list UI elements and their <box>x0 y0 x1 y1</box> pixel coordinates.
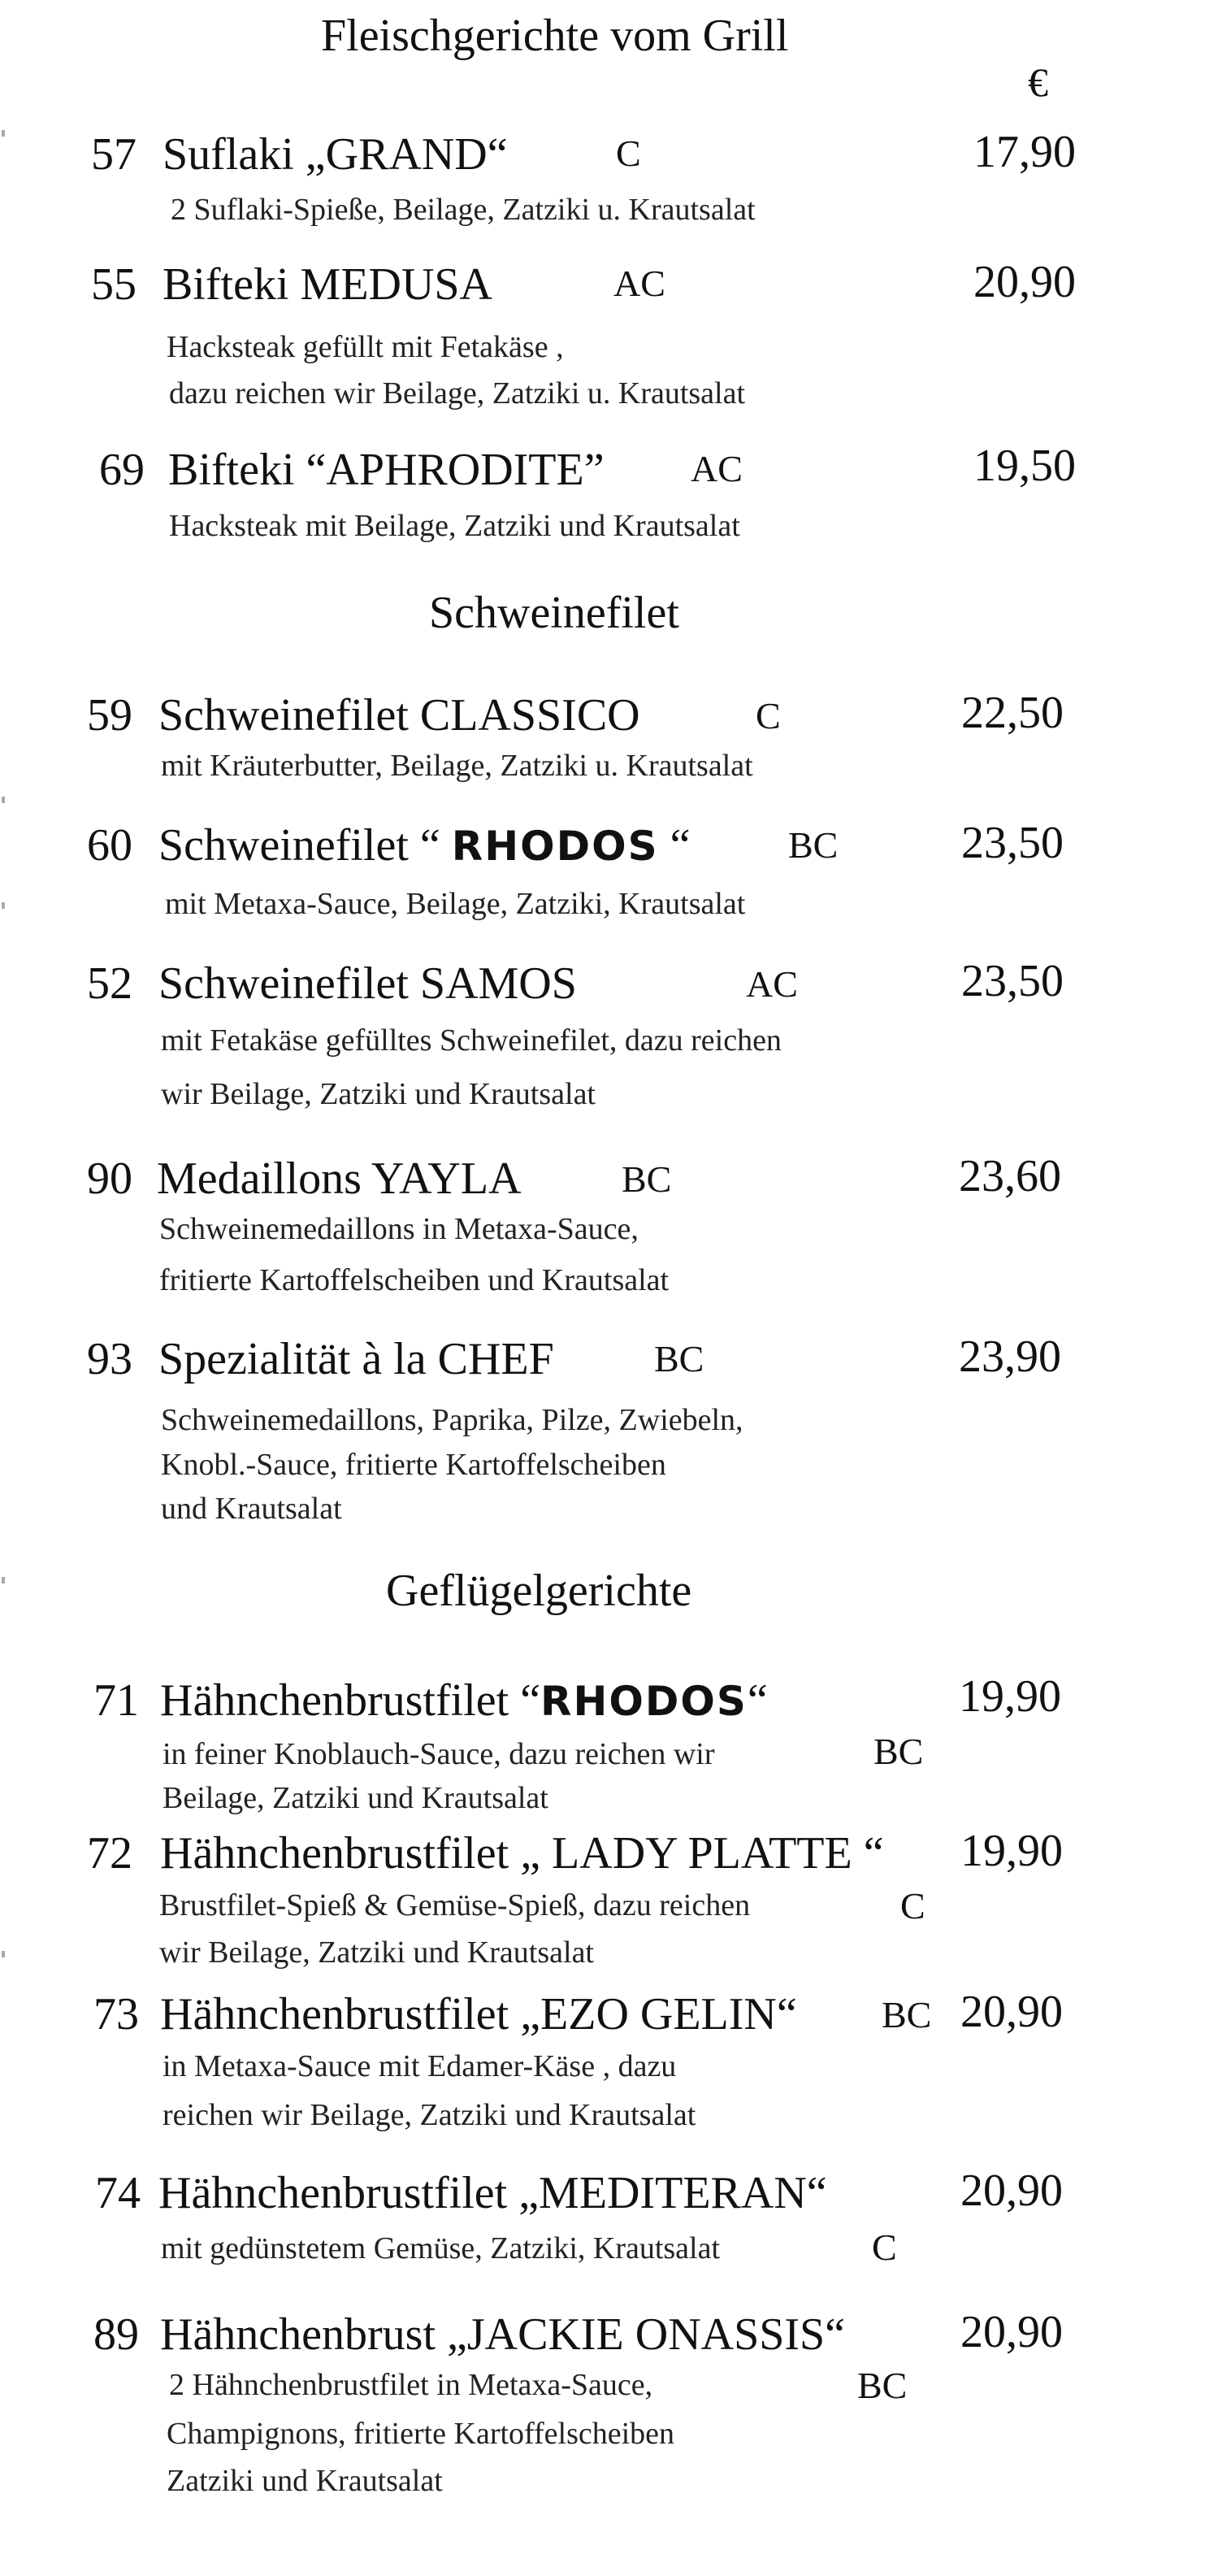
scan-speck <box>2 130 5 137</box>
item-name: Medaillons YAYLA <box>157 1153 522 1204</box>
item-number: 74 <box>95 2168 141 2218</box>
allergen-code: C <box>616 132 641 174</box>
item-name: Hähnchenbrustfilet „EZO GELIN“ <box>160 1989 797 2040</box>
item-description: mit Metaxa-Sauce, Beilage, Zatziki, Krautsalat <box>165 887 746 921</box>
item-description: mit gedünstetem Gemüse, Zatziki, Krautsalat <box>161 2231 721 2265</box>
item-description: mit Fetakäse gefülltes Schweinefilet, dazu reichen <box>161 1023 782 1058</box>
item-name-bold: RHODOS <box>540 1678 748 1725</box>
item-price: 20,90 <box>960 1987 1063 2037</box>
section-title-schweinefilet: Schweinefilet <box>429 588 679 638</box>
item-price: 20,90 <box>973 257 1076 307</box>
item-name: Hähnchenbrustfilet „ LADY PLATTE “ <box>160 1828 884 1879</box>
item-price: 19,50 <box>973 441 1076 491</box>
item-number: 72 <box>87 1828 132 1879</box>
item-name-prefix: Hähnchenbrustfilet “ <box>160 1675 541 1726</box>
item-description: Knobl.-Sauce, fritierte Kartoffelscheiben <box>161 1448 666 1482</box>
item-number: 69 <box>99 445 145 495</box>
item-description: Zatziki und Krautsalat <box>167 2464 443 2498</box>
item-description: 2 Suflaki-Spieße, Beilage, Zatziki u. Krautsalat <box>171 193 756 227</box>
item-number: 52 <box>87 958 132 1009</box>
item-description: und Krautsalat <box>161 1492 342 1526</box>
item-description: in feiner Knoblauch-Sauce, dazu reichen wir <box>163 1737 715 1771</box>
item-name: Hähnchenbrust „JACKIE ONASSIS“ <box>160 2309 846 2360</box>
item-name: Bifteki “APHRODITE” <box>168 445 605 495</box>
item-name: Spezialität à la CHEF <box>158 1334 554 1384</box>
item-price: 20,90 <box>960 2165 1063 2216</box>
item-number: 73 <box>93 1989 139 2040</box>
item-price: 23,50 <box>961 956 1064 1006</box>
item-name <box>158 819 690 871</box>
item-name: Schweinefilet CLASSICO <box>158 690 640 741</box>
item-description: reichen wir Beilage, Zatziki und Krautsalat <box>163 2098 696 2132</box>
allergen-code: BC <box>873 1731 924 1772</box>
item-description: dazu reichen wir Beilage, Zatziki u. Krautsalat <box>169 376 746 411</box>
currency-label: € <box>1028 59 1048 105</box>
item-description: in Metaxa-Sauce mit Edamer-Käse , dazu <box>163 2049 677 2083</box>
item-price: 23,90 <box>959 1331 1061 1382</box>
item-name: Schweinefilet SAMOS <box>158 958 577 1009</box>
item-name-suffix: “ <box>658 820 691 871</box>
allergen-code: AC <box>613 263 665 304</box>
item-price: 19,90 <box>959 1671 1061 1722</box>
item-description: Champignons, fritierte Kartoffelscheiben <box>167 2417 675 2451</box>
item-description: Schweinemedaillons, Paprika, Pilze, Zwiebeln, <box>161 1403 743 1437</box>
item-number: 93 <box>87 1334 132 1384</box>
item-description: mit Kräuterbutter, Beilage, Zatziki u. Krautsalat <box>161 749 753 783</box>
item-number: 57 <box>91 129 137 180</box>
allergen-code: BC <box>857 2365 908 2406</box>
item-name-bold: RHODOS <box>451 823 659 870</box>
item-price: 17,90 <box>973 127 1076 177</box>
item-number: 55 <box>91 259 137 310</box>
scan-speck <box>2 1951 5 1957</box>
scan-speck <box>2 902 5 909</box>
scan-speck <box>2 1577 5 1583</box>
allergen-code: BC <box>882 1994 932 2035</box>
allergen-code: AC <box>746 963 798 1005</box>
allergen-code: C <box>872 2226 897 2268</box>
item-price: 23,60 <box>959 1151 1061 1201</box>
allergen-code: AC <box>691 448 743 489</box>
allergen-code: C <box>900 1885 925 1927</box>
item-price: 23,50 <box>961 818 1064 868</box>
allergen-code: BC <box>654 1338 704 1379</box>
item-name: Hähnchenbrustfilet „MEDITERAN“ <box>158 2168 827 2218</box>
item-description: Brustfilet-Spieß & Gemüse-Spieß, dazu reichen <box>159 1888 751 1922</box>
item-name-suffix: “ <box>747 1675 768 1726</box>
item-name: Suflaki „GRAND“ <box>163 129 508 180</box>
item-description: 2 Hähnchenbrustfilet in Metaxa-Sauce, <box>169 2368 653 2402</box>
allergen-code: BC <box>788 824 839 866</box>
item-price: 20,90 <box>960 2307 1063 2357</box>
item-number: 60 <box>87 820 132 871</box>
item-name-prefix: Schweinefilet “ <box>158 820 452 871</box>
item-description: wir Beilage, Zatziki und Krautsalat <box>161 1077 596 1111</box>
item-number: 59 <box>87 690 132 741</box>
item-description: Hacksteak mit Beilage, Zatziki und Krautsalat <box>169 509 740 543</box>
allergen-code: C <box>756 695 781 736</box>
item-name <box>160 1675 768 1727</box>
item-description: Schweinemedaillons in Metaxa-Sauce, <box>159 1212 639 1246</box>
item-description: Hacksteak gefüllt mit Fetakäse , <box>167 330 564 364</box>
item-description: fritierte Kartoffelscheiben und Krautsalat <box>159 1263 670 1297</box>
item-price: 22,50 <box>961 688 1064 738</box>
section-title-gefluegel: Geflügelgerichte <box>386 1566 692 1616</box>
item-price: 19,90 <box>960 1826 1063 1876</box>
item-description: Beilage, Zatziki und Krautsalat <box>163 1781 548 1815</box>
item-name: Bifteki MEDUSA <box>163 259 492 310</box>
item-number: 89 <box>93 2309 139 2360</box>
section-title-grill: Fleischgerichte vom Grill <box>321 11 789 61</box>
item-number: 71 <box>93 1675 139 1726</box>
item-description: wir Beilage, Zatziki und Krautsalat <box>159 1935 594 1970</box>
item-number: 90 <box>87 1153 132 1204</box>
allergen-code: BC <box>622 1158 672 1200</box>
scan-speck <box>2 797 5 803</box>
